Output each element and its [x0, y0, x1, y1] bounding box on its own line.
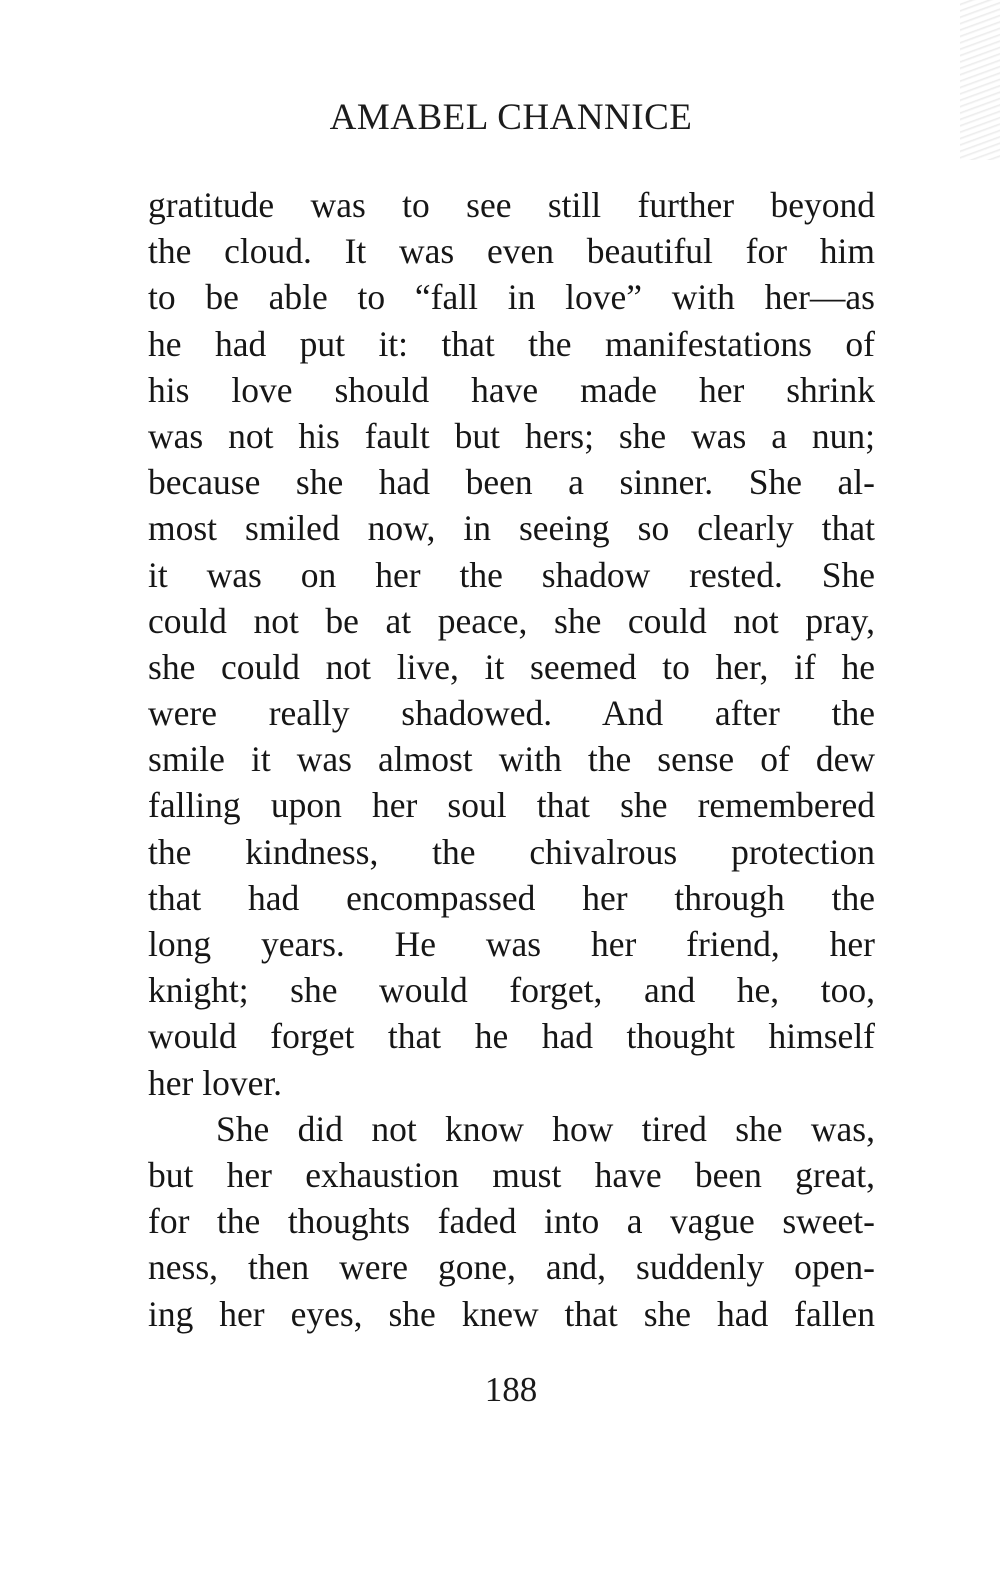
body-text [148, 182, 875, 1337]
running-head: AMABEL CHANNICE [329, 97, 693, 138]
text-line: he had put it: that the manifestations of [148, 323, 875, 364]
text-line: was not his fault but hers; she was a nun; [148, 415, 875, 456]
text-line: to be able to “fall in love” with her—as [148, 277, 875, 318]
paragraph-start-line: She did not know how tired she was, [216, 1108, 875, 1149]
text-line: ing her eyes, she knew that she had fallen [148, 1293, 875, 1334]
text-line: gratitude was to see still further beyond [148, 185, 875, 225]
text-line: were really shadowed. And after the [148, 693, 875, 734]
text-line: long years. He was her friend, her [148, 924, 875, 964]
text-line: the kindness, the chivalrous protection [148, 831, 875, 872]
text-line: ness, then were gone, and, suddenly open- [148, 1247, 875, 1288]
text-line: but her exhaustion must have been great, [148, 1154, 875, 1195]
text-line: would forget that he had thought himself [148, 1016, 875, 1057]
text-line: that had encompassed her through the [148, 877, 875, 918]
text-line: his love should have made her shrink [148, 369, 875, 410]
paragraph-end-line: her lover. [148, 1062, 283, 1103]
text-line: it was on her the shadow rested. She [148, 554, 875, 595]
text-line: could not be at peace, she could not pray, [148, 600, 875, 641]
text-line: the cloud. It was even beautiful for him [148, 231, 875, 272]
text-line: she could not live, it seemed to her, if he [148, 646, 875, 687]
text-line: because she had been a sinner. She al- [148, 462, 875, 503]
text-line: most smiled now, in seeing so clearly that [148, 508, 875, 549]
text-line: for the thoughts faded into a vague sweet- [148, 1201, 875, 1242]
page-number: 188 [484, 1370, 538, 1409]
text-line: knight; she would forget, and he, too, [148, 970, 875, 1011]
text-line: falling upon her soul that she remembered [148, 785, 875, 826]
text-line: smile it was almost with the sense of dew [148, 739, 875, 780]
